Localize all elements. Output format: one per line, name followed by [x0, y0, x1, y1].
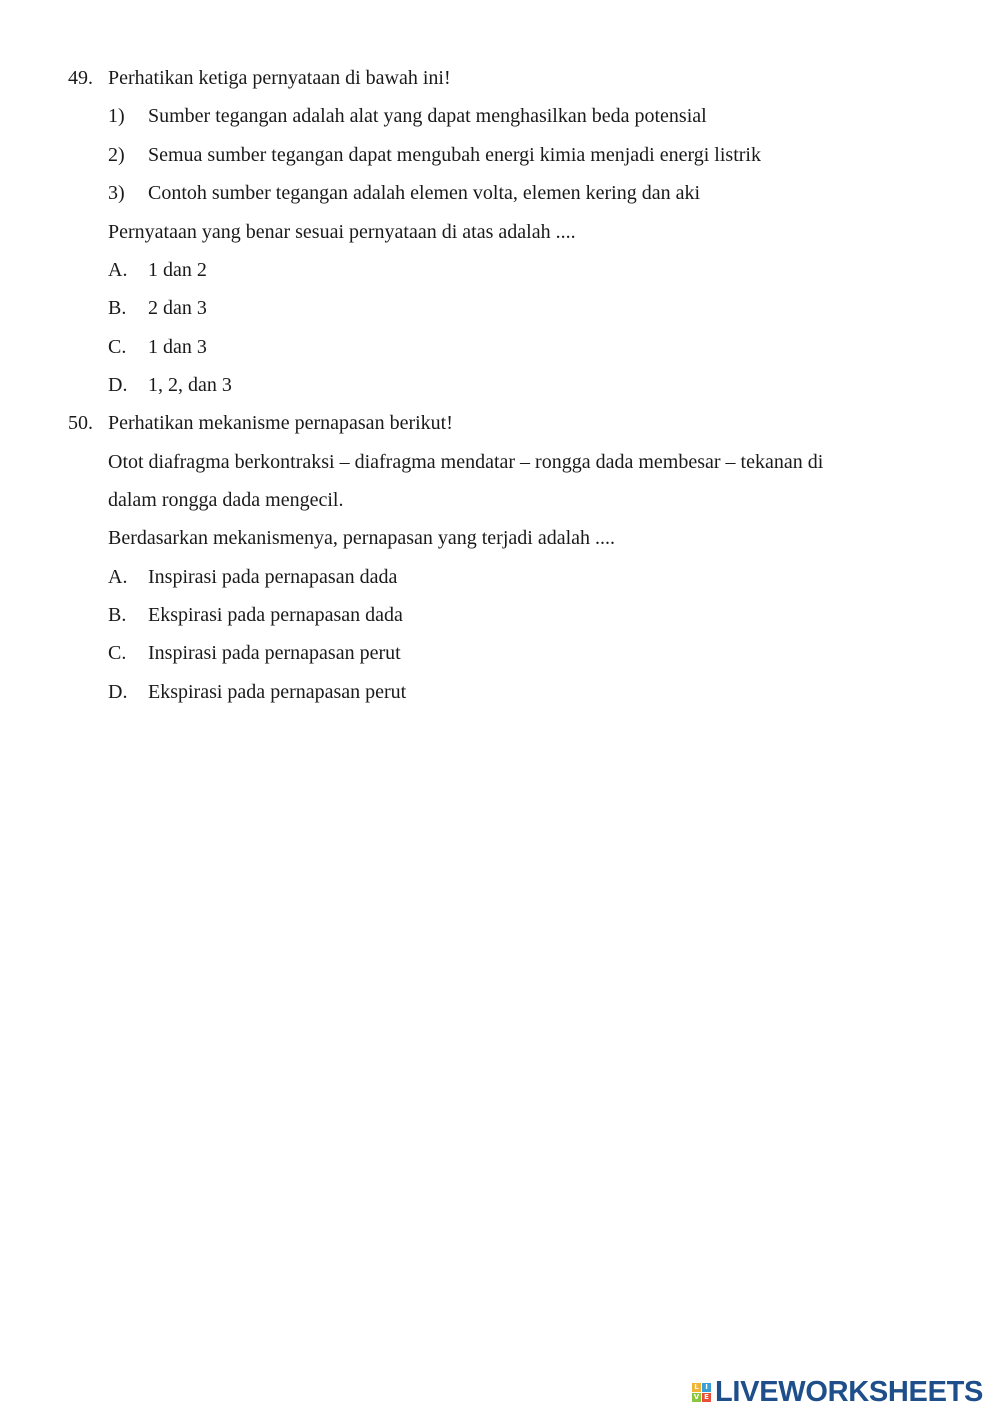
option-text: 1 dan 2 — [148, 259, 207, 281]
prompt-text: Berdasarkan mekanismenya, pernapasan yang terjadi adalah .... — [108, 527, 616, 549]
option-text: Ekspirasi pada pernapasan perut — [148, 681, 407, 703]
statement-text: Contoh sumber tegangan adalah elemen volta, elemen kering dan aki — [148, 182, 701, 204]
option-text: Inspirasi pada pernapasan perut — [148, 642, 401, 664]
option-text: 1 dan 3 — [148, 336, 207, 358]
liveworksheets-logo[interactable] — [692, 1374, 983, 1410]
logo-mark-icon — [692, 1383, 711, 1402]
question-text: Perhatikan ketiga pernyataan di bawah ini! — [108, 67, 451, 89]
option-text: 2 dan 3 — [148, 297, 207, 319]
question-number: 49. — [68, 67, 93, 89]
logo-mark-tile: E — [702, 1393, 711, 1402]
logo-mark-tile: V — [693, 1392, 700, 1401]
option-letter: D. — [108, 374, 128, 396]
option-letter: A. — [108, 259, 128, 281]
option-letter: A. — [108, 566, 128, 588]
option-letter: B. — [108, 297, 127, 319]
option-text: 1, 2, dan 3 — [148, 374, 232, 396]
option-text: Ekspirasi pada pernapasan dada — [148, 604, 403, 626]
question-text: Perhatikan mekanisme pernapasan berikut! — [108, 412, 453, 434]
statement-number: 1) — [108, 105, 125, 127]
statement-number: 3) — [108, 182, 125, 204]
statement-number: 2) — [108, 144, 125, 166]
logo-mark-tile: L — [692, 1383, 701, 1392]
logo-text: LIVEWORKSHEETS — [715, 1375, 984, 1408]
option-letter: C. — [108, 642, 127, 664]
statement-text: Semua sumber tegangan dapat mengubah energi kimia menjadi energi listrik — [148, 144, 761, 166]
option-letter: B. — [108, 604, 127, 626]
question-number: 50. — [68, 412, 93, 434]
option-letter: C. — [108, 336, 127, 358]
logo-mark-tile: I — [702, 1383, 711, 1392]
mechanism-line-1: Otot diafragma berkontraksi – diafragma mendatar – rongga dada membesar – tekanan di — [108, 451, 824, 473]
option-text: Inspirasi pada pernapasan dada — [148, 566, 398, 588]
statement-text: Sumber tegangan adalah alat yang dapat menghasilkan beda potensial — [148, 105, 707, 127]
mechanism-line-2: dalam rongga dada mengecil. — [108, 489, 344, 511]
prompt-text: Pernyataan yang benar sesuai pernyataan di atas adalah .... — [108, 221, 576, 243]
option-letter: D. — [108, 681, 128, 703]
